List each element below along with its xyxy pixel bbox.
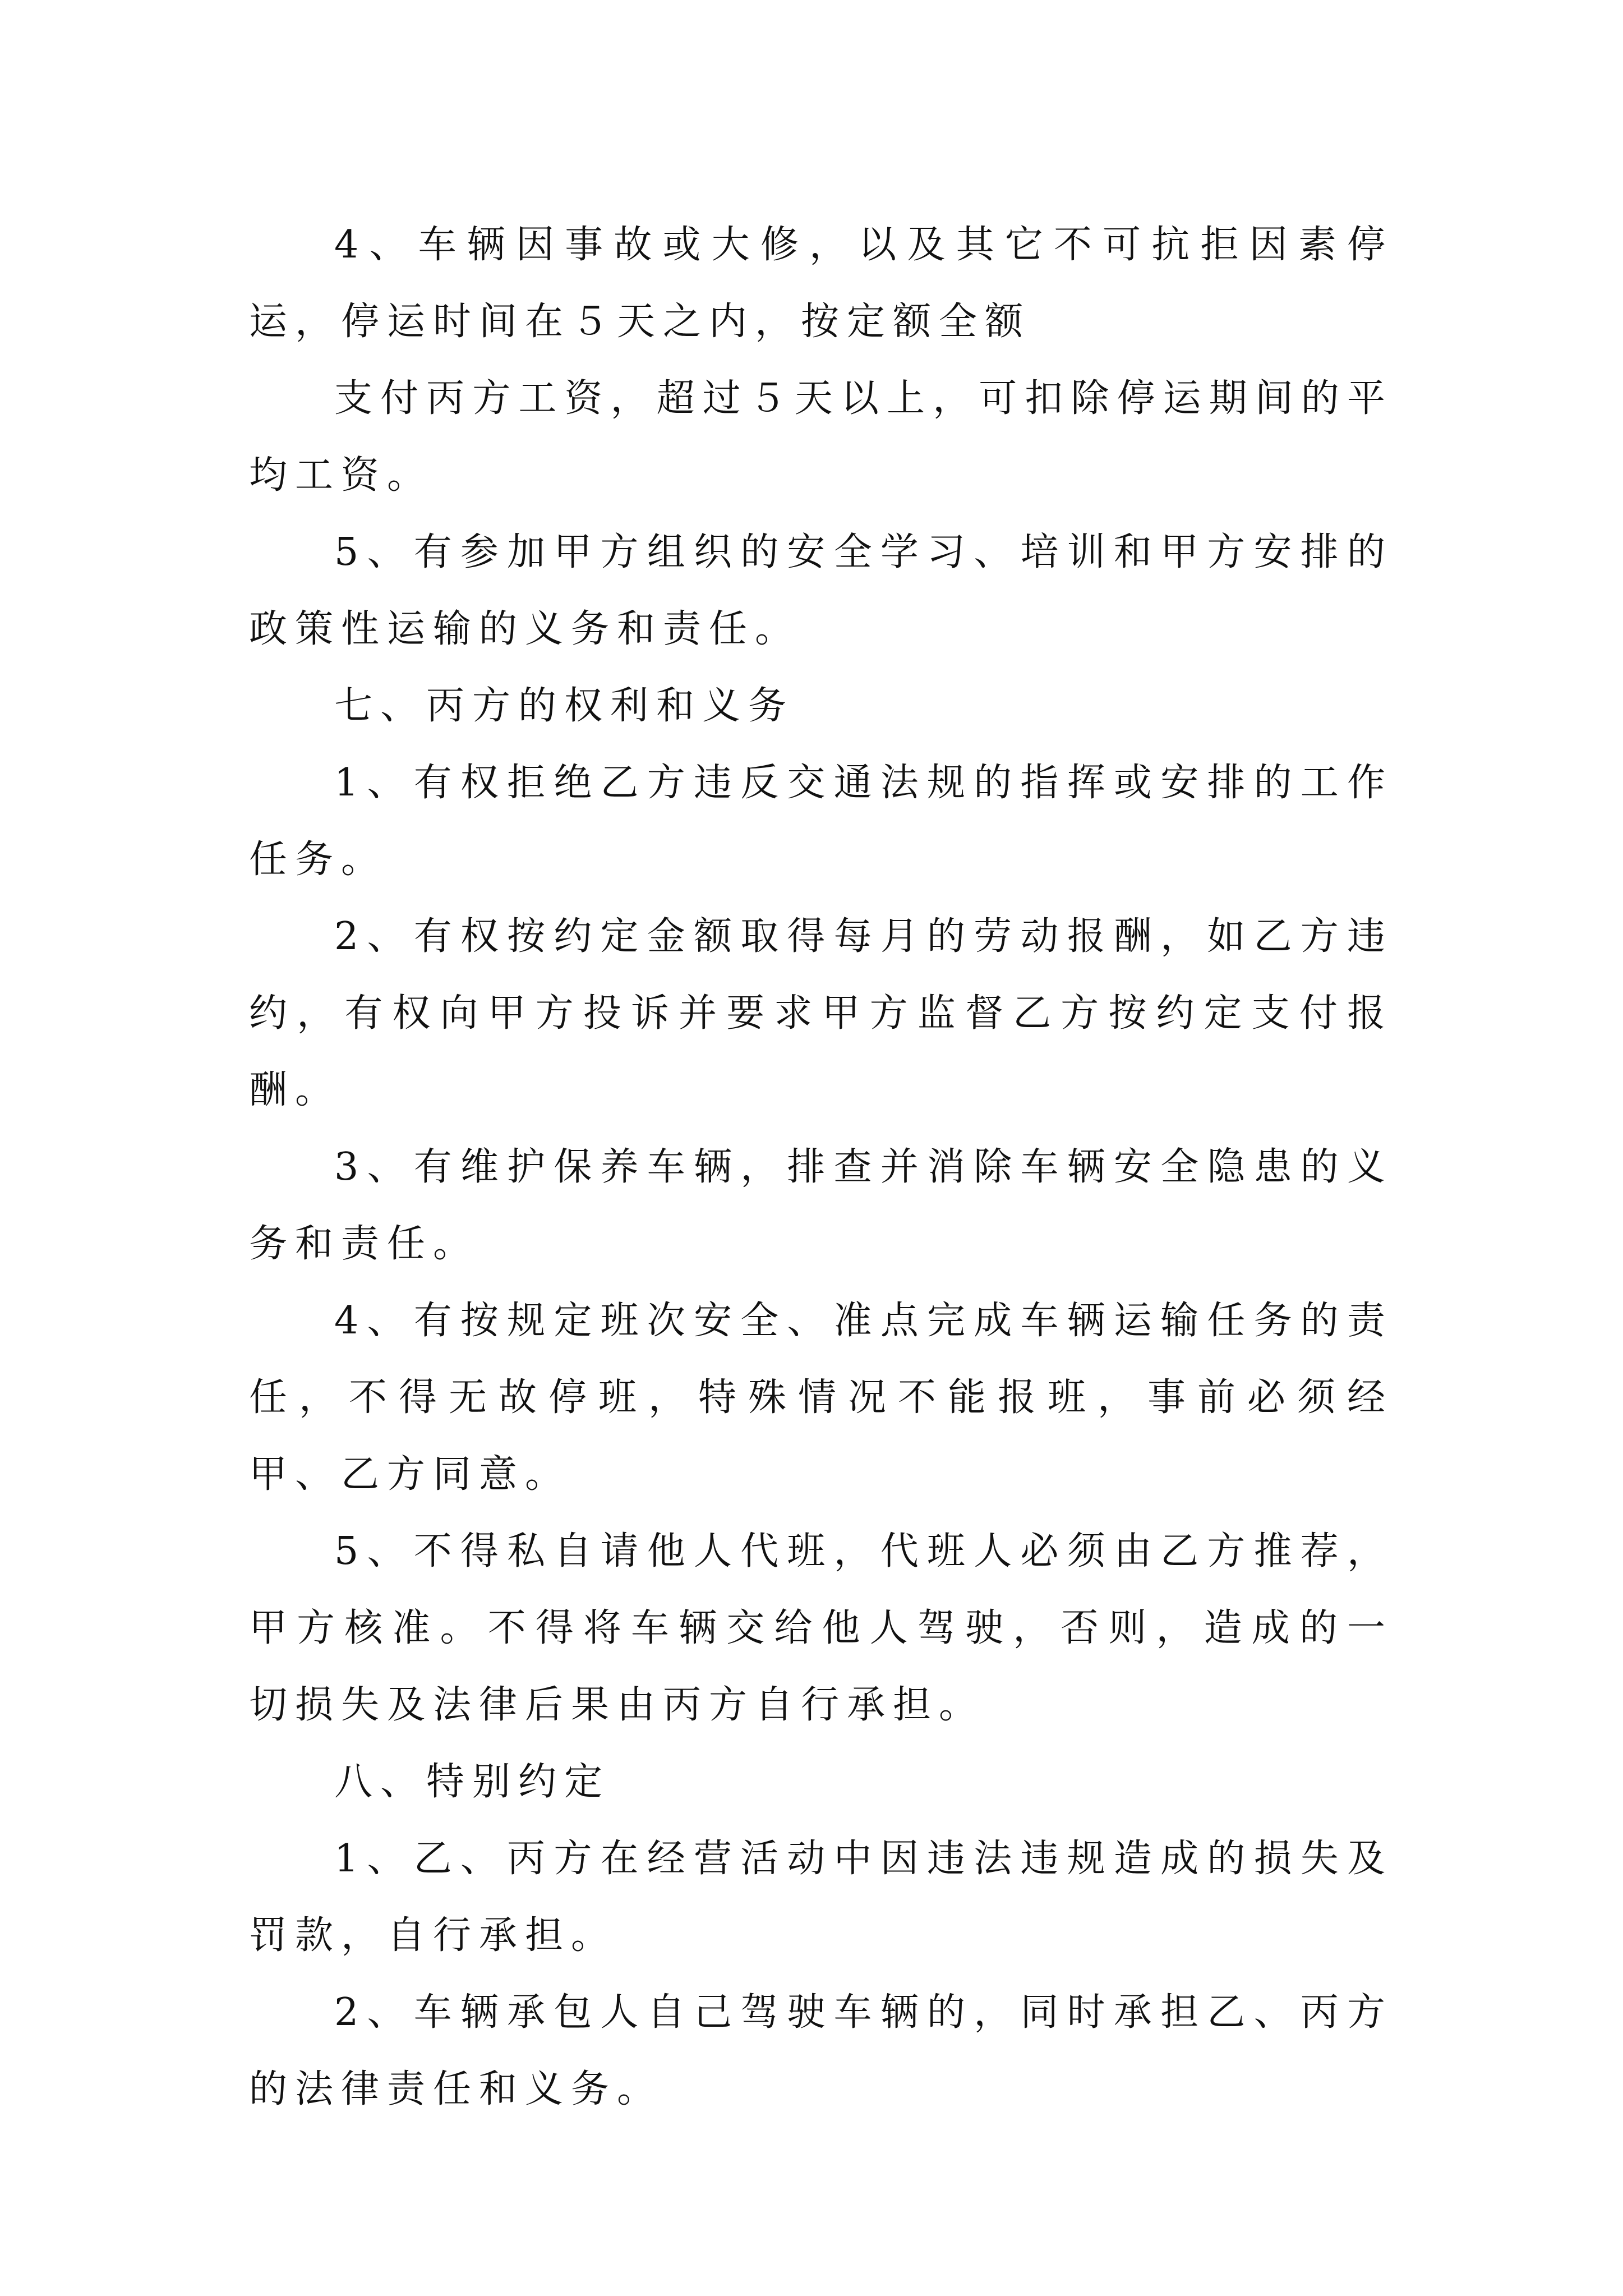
paragraph-clause-7-5: 5、不得私自请他人代班，代班人必须由乙方推荐，甲方核准。不得将车辆交给他人驾驶，否则，造成的一切损失及法律后果由丙方自行承担。 <box>249 1529 1393 1727</box>
paragraph-clause-8-1: 1、乙、丙方在经营活动中因违法违规造成的损失及罚款，自行承担。 <box>249 1837 1393 1958</box>
section-heading-7: 七、丙方的权利和义务 <box>334 684 795 728</box>
paragraph-clause-6-5: 5、有参加甲方组织的安全学习、培训和甲方安排的政策性运输的义务和责任。 <box>249 530 1393 651</box>
paragraph-clause-8-2: 2、车辆承包人自己驾驶车辆的，同时承担乙、丙方的法律责任和义务。 <box>249 1990 1393 2111</box>
paragraph-clause-6-4-continued: 支付丙方工资，超过５天以上，可扣除停运期间的平均工资。 <box>249 376 1393 498</box>
paragraph-clause-7-3: 3、有维护保养车辆，排查并消除车辆安全隐患的义务和责任。 <box>249 1145 1393 1266</box>
section-heading-8: 八、特别约定 <box>334 1760 611 1804</box>
paragraph-clause-7-1: 1、有权拒绝乙方违反交通法规的指挥或安排的工作任务。 <box>249 761 1393 882</box>
paragraph-clause-7-4: 4、有按规定班次安全、准点完成车辆运输任务的责任，不得无故停班，特殊情况不能报班，事前必须经甲、乙方同意。 <box>249 1299 1393 1497</box>
paragraph-clause-6-4: 4、车辆因事故或大修，以及其它不可抗拒因素停运，停运时间在５天之内，按定额全额 <box>249 223 1393 344</box>
document-body <box>249 206 1393 2128</box>
paragraph-clause-7-2: 2、有权按约定金额取得每月的劳动报酬，如乙方违约，有权向甲方投诉并要求甲方监督乙方按约定支付报酬。 <box>249 914 1393 1112</box>
